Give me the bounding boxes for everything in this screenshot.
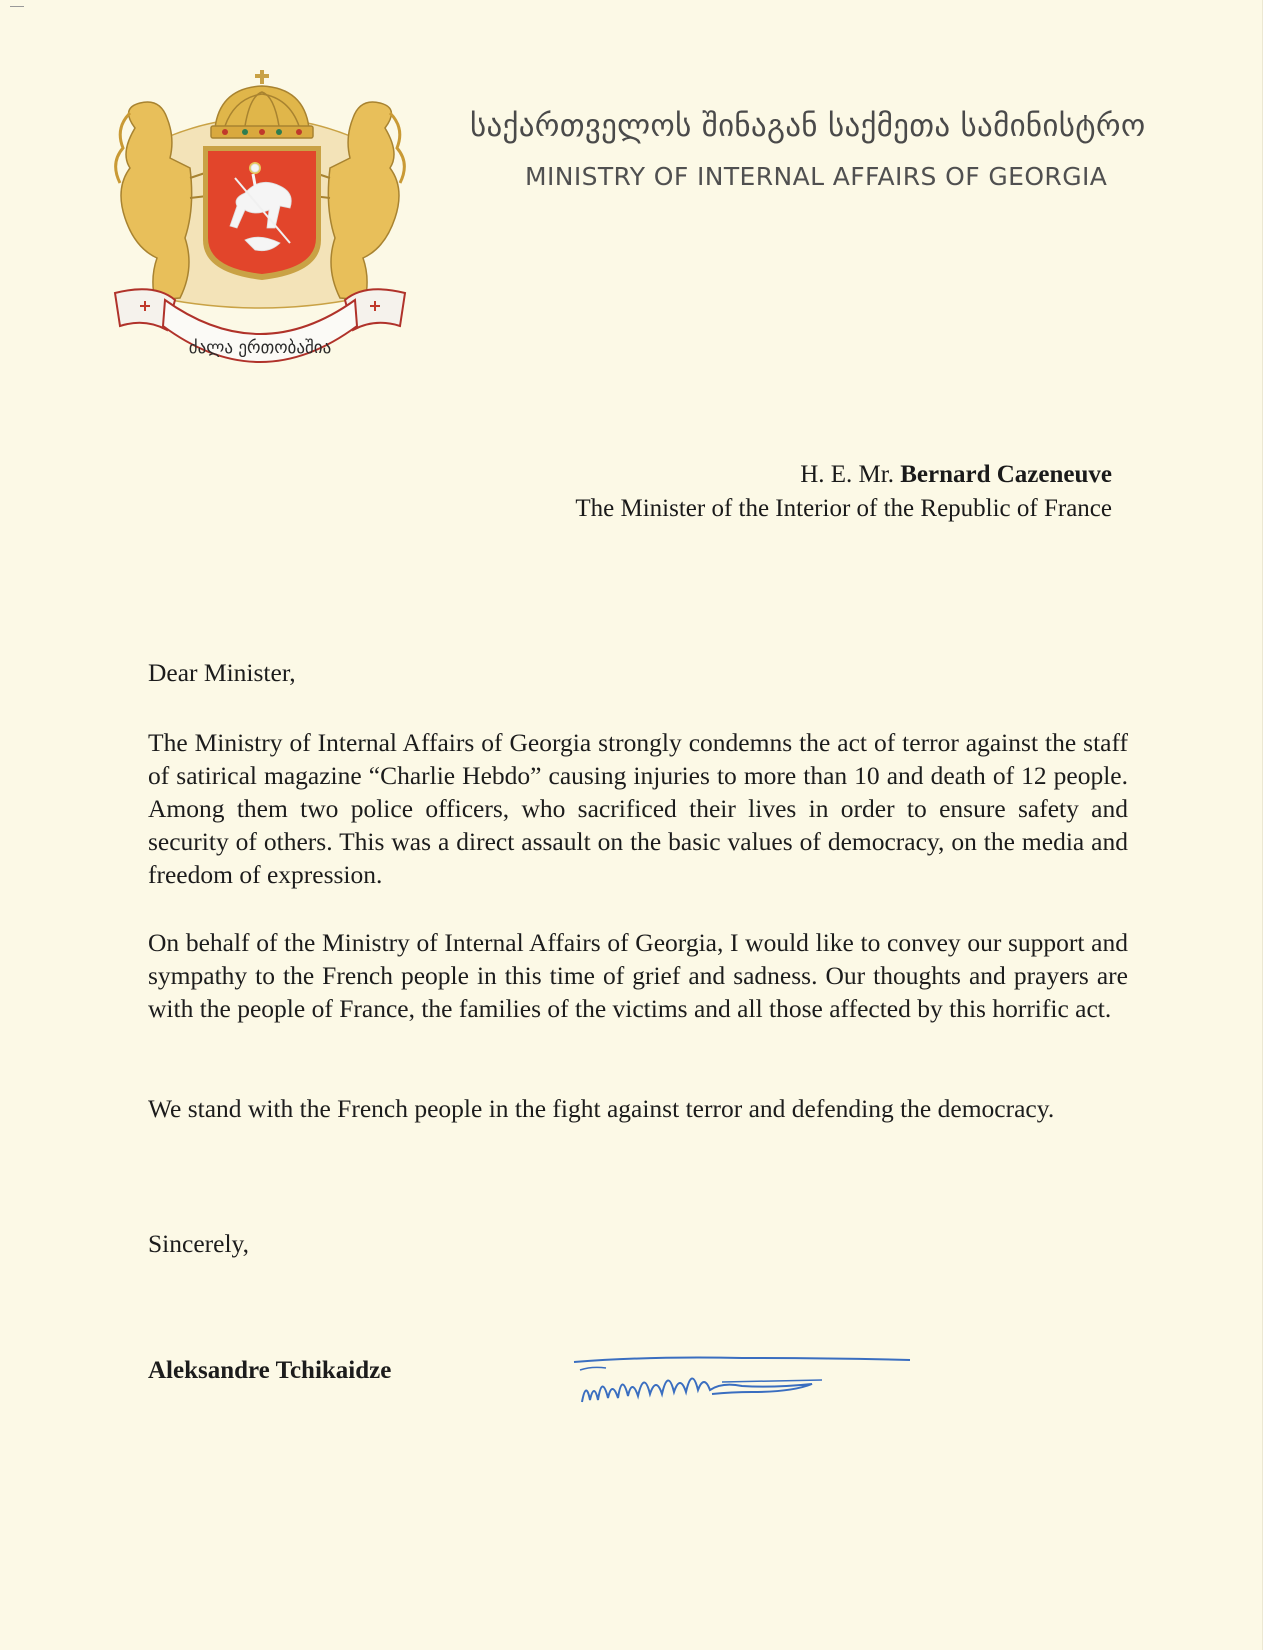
body-paragraph-1: The Ministry of Internal Affairs of Georgia strongly condemns the act of terror against the staff of satirical magazine “Charlie Hebdo” causing injuries to more than 10 and death of 12 people. Among them two police officers, who sacrificed their lives in order to ensure safety and security of others. This was a direct assault on the basic values of democracy, on the media and freedom of expression. (148, 728, 1128, 889)
recipient-name-line (575, 458, 1112, 492)
ministry-title-georgian: საქართველოს შინაგან საქმეთა სამინისტრო (470, 108, 1146, 144)
scan-mark (10, 6, 24, 7)
body-paragraph-2: On behalf of the Ministry of Internal Affairs of Georgia, I would like to convey our support and sympathy to the French people in this time of grief and sadness. Our thoughts and prayers are with the people of France, the families of the victims and all those affected by this horrific act. (148, 928, 1128, 1023)
georgia-coat-of-arms-emblem (95, 68, 425, 373)
recipient-name: Bernard Cazeneuve (900, 461, 1112, 488)
svg-text:ძალა ერთობაშია: ძალა ერთობაშია (188, 338, 332, 358)
recipient-position: The Minister of the Interior of the Republic of France (575, 495, 1112, 522)
salutation: Dear Minister, (148, 658, 296, 687)
signer-name: Aleksandre Tchikaidze (148, 1357, 392, 1384)
closing: Sincerely, (148, 1229, 250, 1258)
handwritten-signature (572, 1352, 912, 1427)
body-paragraph-3: We stand with the French people in the fight against terror and defending the democracy. (148, 1094, 1055, 1123)
shield-icon (203, 146, 321, 280)
ministry-title-english: MINISTRY OF INTERNAL AFFAIRS OF GEORGIA (525, 162, 1108, 191)
recipient-block (575, 458, 1112, 526)
crown-icon (211, 70, 313, 138)
recipient-prefix: H. E. Mr. (800, 461, 901, 488)
